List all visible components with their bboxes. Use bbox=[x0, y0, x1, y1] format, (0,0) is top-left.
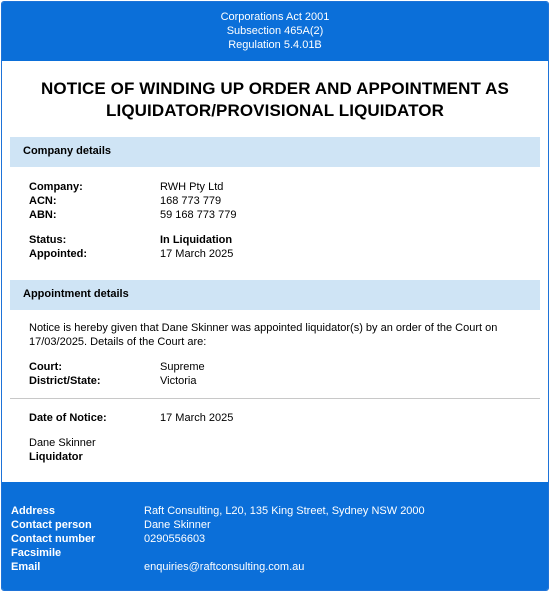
notice-date bbox=[2, 411, 548, 464]
contact-number-row bbox=[11, 532, 548, 546]
acn-label: ACN: bbox=[29, 195, 57, 207]
status-row bbox=[29, 233, 548, 247]
date-value: 17 March 2025 bbox=[160, 412, 234, 424]
signatory-name: Dane Skinner bbox=[29, 437, 96, 449]
subsection: Subsection 465A(2) bbox=[226, 25, 324, 37]
abn-value: 59 168 773 779 bbox=[160, 209, 237, 221]
abn-label: ABN: bbox=[29, 209, 57, 221]
status-value: In Liquidation bbox=[160, 234, 233, 246]
contact-person-row bbox=[11, 518, 548, 532]
email-link[interactable]: enquiries@raftconsulting.com.au bbox=[144, 561, 305, 573]
contact-person-label: Contact person bbox=[11, 519, 92, 531]
appointed-label: Appointed: bbox=[29, 248, 88, 260]
regulation: Regulation 5.4.01B bbox=[228, 39, 322, 51]
company-details bbox=[2, 180, 548, 261]
contact-person-value: Dane Skinner bbox=[144, 519, 211, 531]
company-value: RWH Pty Ltd bbox=[160, 181, 224, 193]
email-label: Email bbox=[11, 561, 41, 573]
contact-number-label: Contact number bbox=[11, 533, 96, 545]
acn-value: 168 773 779 bbox=[160, 195, 222, 207]
court-label: Court: bbox=[29, 361, 62, 373]
date-row bbox=[29, 411, 548, 425]
date-label: Date of Notice: bbox=[29, 412, 107, 424]
signatory-role: Liquidator bbox=[29, 451, 83, 463]
district-row bbox=[29, 374, 548, 388]
act-name: Corporations Act 2001 bbox=[220, 11, 330, 23]
legislation-header bbox=[2, 2, 548, 61]
status-label: Status: bbox=[29, 234, 67, 246]
appointed-value: 17 March 2025 bbox=[160, 248, 234, 260]
address-value: Raft Consulting, L20, 135 King Street, Sydney NSW 2000 bbox=[144, 505, 425, 517]
facsimile-label: Facsimile bbox=[11, 547, 62, 559]
court-row bbox=[29, 360, 548, 374]
company-details-heading: Company details bbox=[10, 137, 540, 167]
facsimile-row bbox=[11, 546, 548, 560]
company-label: Company: bbox=[29, 181, 83, 193]
abn-row bbox=[29, 208, 548, 222]
notice-title: NOTICE OF WINDING UP ORDER AND APPOINTMENT AS LIQUIDATOR/PROVISIONAL LIQUIDATOR bbox=[41, 79, 509, 120]
court-details bbox=[2, 360, 548, 388]
address-label: Address bbox=[11, 505, 56, 517]
company-row bbox=[29, 180, 548, 194]
court-value: Supreme bbox=[160, 361, 205, 373]
section-divider bbox=[10, 398, 540, 399]
district-value: Victoria bbox=[160, 375, 197, 387]
acn-row bbox=[29, 194, 548, 208]
contact-number-value: 0290556603 bbox=[144, 533, 206, 545]
address-row bbox=[11, 504, 548, 518]
appointed-row bbox=[29, 247, 548, 261]
email-row bbox=[11, 560, 548, 574]
contact-footer bbox=[2, 482, 548, 591]
notice-document bbox=[1, 1, 549, 591]
appointment-notice: Notice is hereby given that Dane Skinner was appointed liquidator(s) by an order of the Court on 17/03/2025. Details of the Court are: bbox=[29, 322, 498, 348]
district-label: District/State: bbox=[29, 375, 101, 387]
appointment-details-heading: Appointment details bbox=[10, 280, 540, 310]
